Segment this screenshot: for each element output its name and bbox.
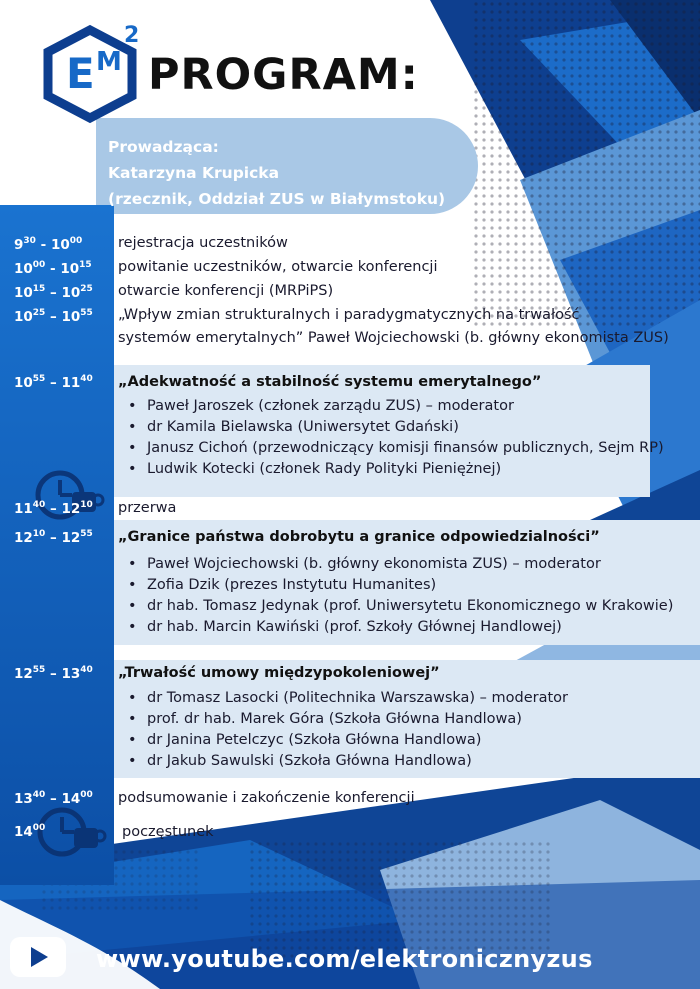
agenda-item: poczęstunek [122, 824, 214, 840]
agenda-item-line2: systemów emerytalnych” Paweł Wojciechowski (b. główny ekonomista ZUS) [118, 330, 669, 346]
agenda-item: rejestracja uczestników [118, 235, 288, 251]
time-slot: $11^{40} - 12^{10}$ [14, 500, 93, 517]
panelist: • Paweł Jaroszek (członek zarządu ZUS) – moderator [130, 398, 514, 414]
host-role: (rzecznik, Oddział ZUS w Białymstoku) [108, 190, 446, 208]
youtube-play-icon [10, 937, 66, 977]
session-title: „Trwałość umowy międzypokoleniowej” [118, 665, 440, 681]
time-slot: $10^{15} - 10^{25}$ [14, 284, 93, 301]
time-slot: $12^{10} - 12^{55}$ [14, 529, 93, 546]
panelist: • Ludwik Kotecki (członek Rady Polityki Pieniężnej) [130, 461, 501, 477]
panelist: • dr hab. Marcin Kawiński (prof. Szkoły Głównej Handlowej) [130, 619, 562, 635]
host-label: Prowadząca: [108, 138, 219, 156]
agenda-item: przerwa [118, 500, 177, 516]
panelist: • dr Tomasz Lasocki (Politechnika Warszawska) – moderator [130, 690, 568, 706]
time-slot: $14^{00}$ [14, 823, 46, 840]
logo-superscript: 2 [124, 23, 140, 48]
agenda-item: otwarcie konferencji (MRPiPS) [118, 283, 334, 299]
panelist: • dr Janina Petelczyc (Szkoła Główna Handlowa) [130, 732, 481, 748]
session-title: „Granice państwa dobrobytu a granice odpowiedzialności” [118, 529, 600, 545]
agenda-item: podsumowanie i zakończenie konferencji [118, 790, 415, 806]
panelist: • Janusz Cichoń (przewodniczący komisji finansów publicznych, Sejm RP) [130, 440, 664, 456]
time-slot: $10^{25} - 10^{55}$ [14, 308, 93, 325]
em2-logo [48, 23, 139, 118]
panelist: • dr hab. Tomasz Jedynak (prof. Uniwersytetu Ekonomicznego w Krakowie) [130, 598, 673, 614]
youtube-link[interactable]: www.youtube.com/elektronicznyzus [96, 945, 593, 973]
svg-text:E: E [66, 49, 95, 98]
page-title: PROGRAM: [148, 50, 419, 100]
time-slot: $10^{55} - 11^{40}$ [14, 374, 93, 391]
time-slot: $9^{30} - 10^{00}$ [14, 236, 83, 253]
panelist: • Zofia Dzik (prezes Instytutu Humanites) [130, 577, 436, 593]
panelist: • Paweł Wojciechowski (b. główny ekonomista ZUS) – moderator [130, 556, 601, 572]
svg-text:M: M [96, 47, 122, 77]
panelist: • dr Jakub Sawulski (Szkoła Główna Handlowa) [130, 753, 472, 769]
time-slot: $12^{55} - 13^{40}$ [14, 665, 93, 682]
session-title: „Adekwatność a stabilność systemu emerytalnego” [118, 374, 542, 390]
agenda-item: powitanie uczestników, otwarcie konferencji [118, 259, 438, 275]
time-slot: $13^{40} - 14^{00}$ [14, 790, 93, 807]
host-name: Katarzyna Krupicka [108, 164, 280, 182]
panelist: • dr Kamila Bielawska (Uniwersytet Gdański) [130, 419, 459, 435]
panelist: • prof. dr hab. Marek Góra (Szkoła Główna Handlowa) [130, 711, 522, 727]
agenda-item: „Wpływ zmian strukturalnych i paradygmatycznych na trwałość [118, 307, 580, 323]
time-slot: $10^{00} - 10^{15}$ [14, 260, 92, 277]
